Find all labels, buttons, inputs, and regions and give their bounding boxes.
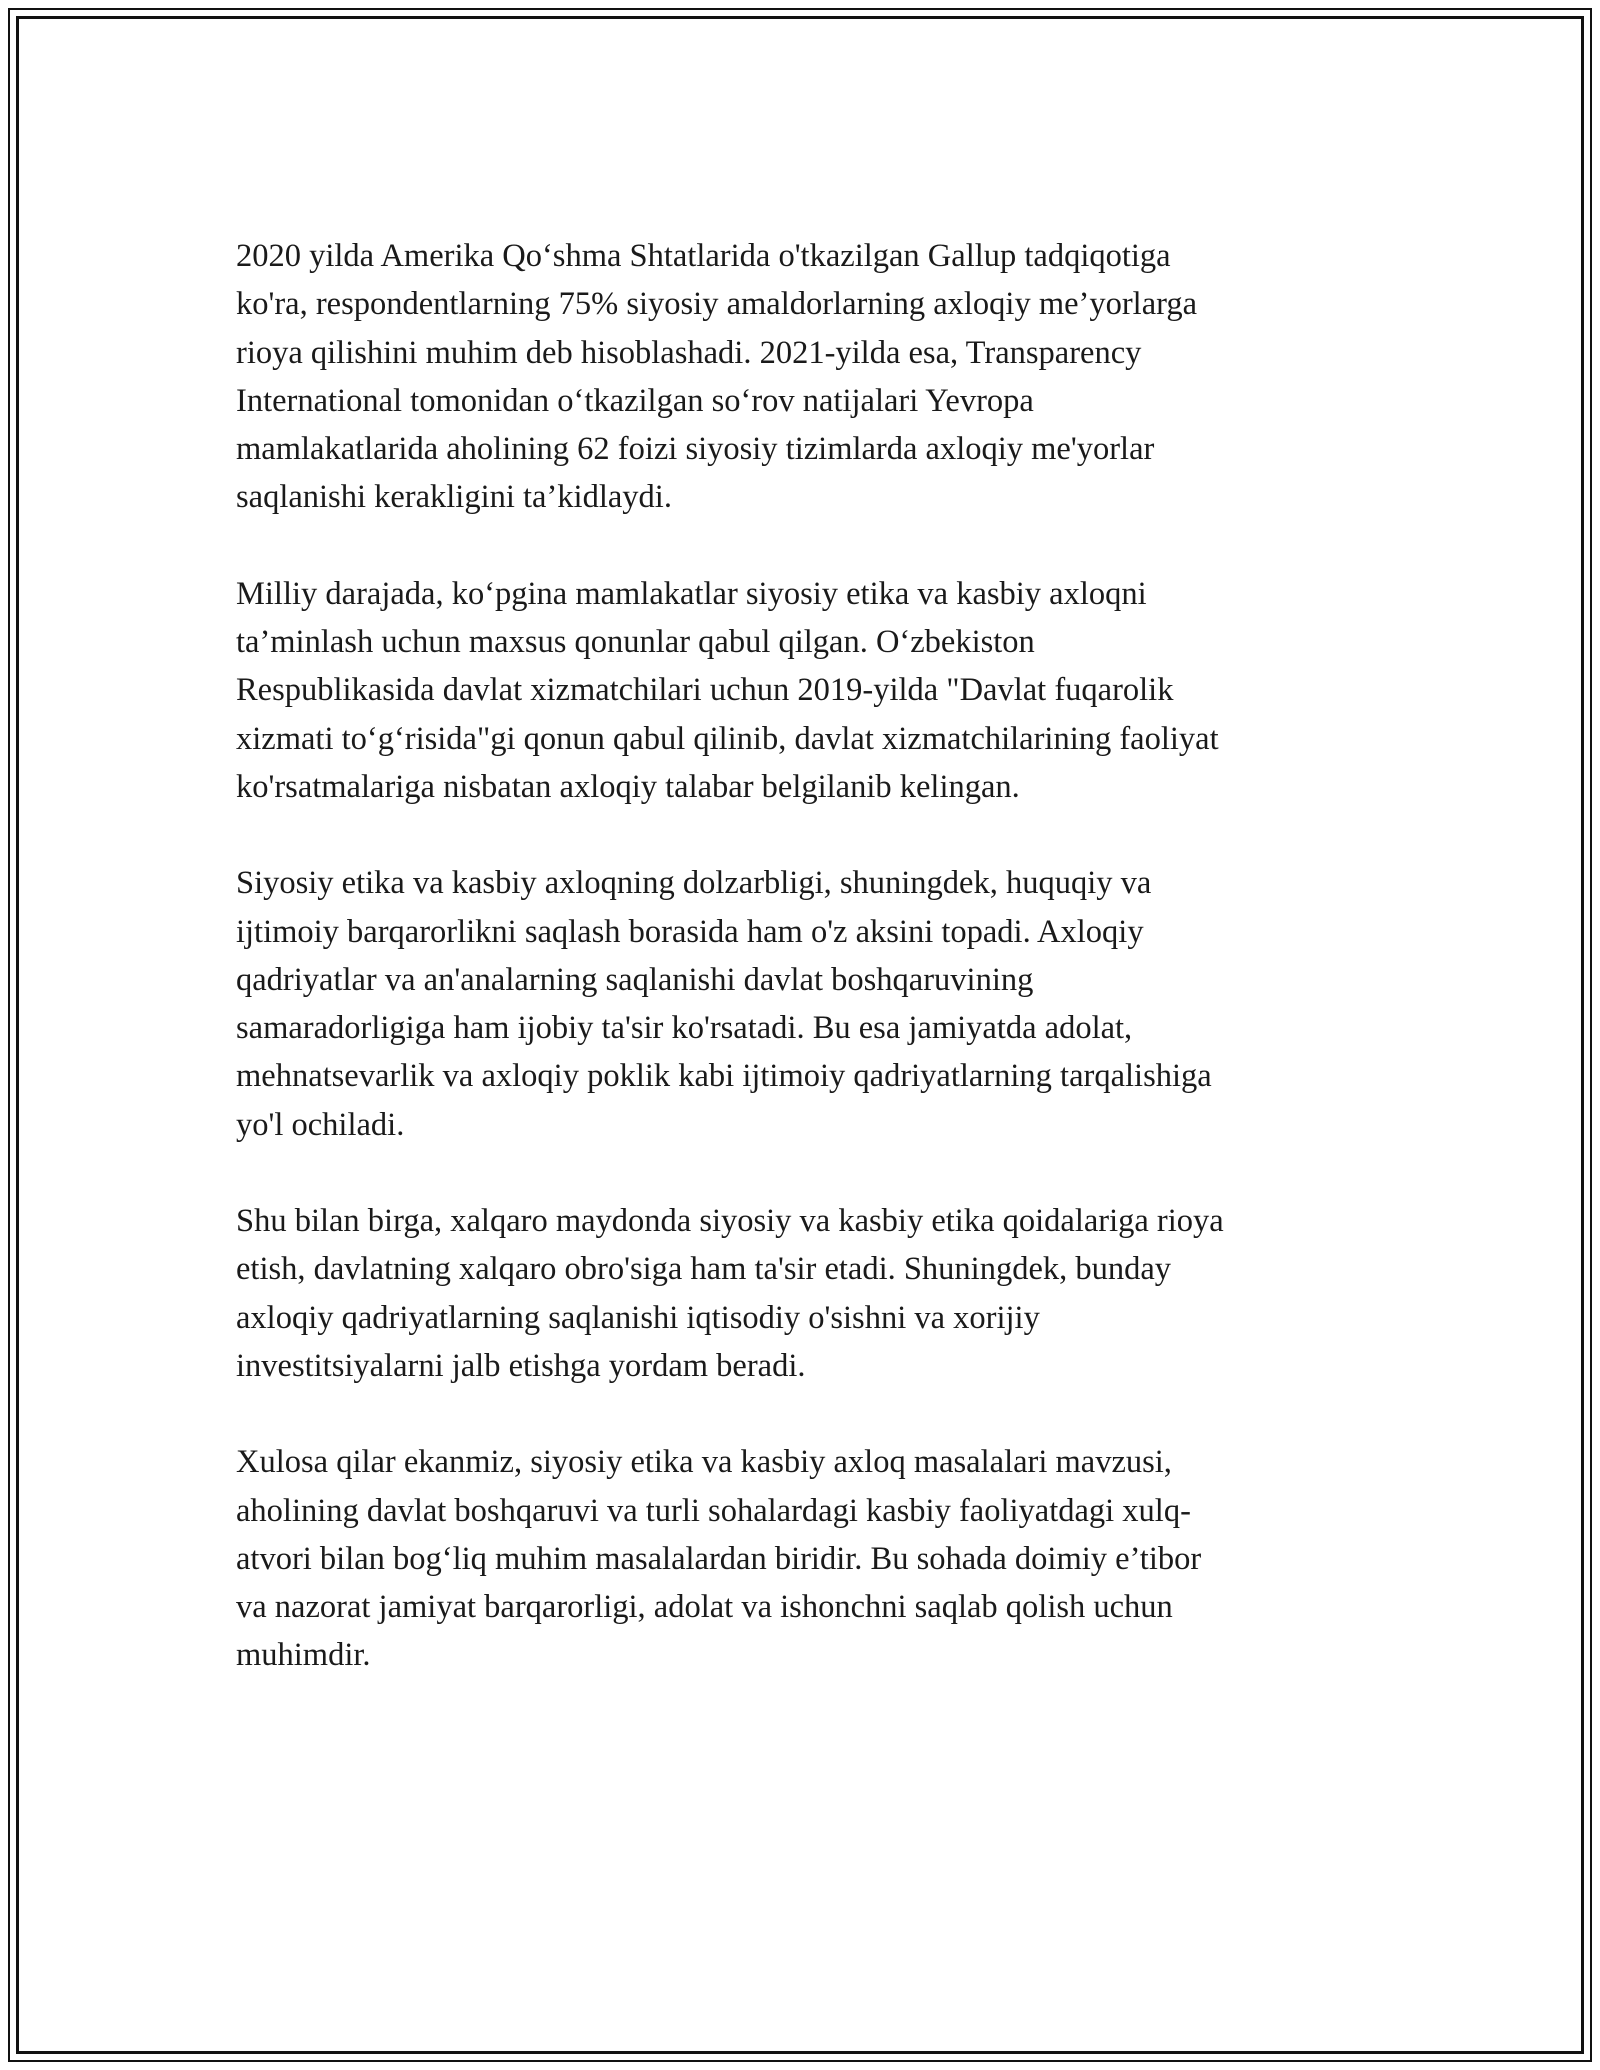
paragraph-national-laws: Milliy darajada, ko‘pgina mamlakatlar siyosiy etika va kasbiy axloqni ta’minlash uchun maxsus qonunlar qabul qilgan. O‘zbekiston Respublikasida davlat xizmatchilari uchun 2019-yilda "Davlat fuqarolik xizmati to‘g‘risida"gi qonun qabul qilinib, davlat xizmatchilarining faoliyat ko'rsatmalariga nisbatan axloqiy talabar belgilanib kelingan. [236,575,1219,805]
paragraph-relevance: Siyosiy etika va kasbiy axloqning dolzarbligi, shuningdek, huquqiy va ijtimoiy barqarorlikni saqlash borasida ham o'z aksini topadi. Axloqiy qadriyatlar va an'analarning saqlanishi davlat boshqaruvining samaradorligiga ham ijobiy ta'sir ko'rsatadi. Bu esa jamiyatda adolat, mehnatsevarlik va axloqiy poklik kabi ijtimoiy qadriyatlarning tarqalishiga yo'l ochiladi. [236,865,1212,1143]
document-body [236,232,1356,1728]
paragraph-gallup-survey: 2020 yilda Amerika Qo‘shma Shtatlarida o'tkazilgan Gallup tadqiqotiga ko'ra, respondentlarning 75% siyosiy amaldorlarning axloqiy me’yorlarga rioya qilishini muhim deb hisoblashadi. 2021-yilda esa, Transparency International tomonidan o‘tkazilgan so‘rov natijalari Yevropa mamlakatlarida aholining 62 foizi siyosiy tizimlarda axloqiy me'yorlar saqlanishi kerakligini ta’kidlaydi. [236,238,1198,516]
paragraph-conclusion: Xulosa qilar ekanmiz, siyosiy etika va kasbiy axloq masalalari mavzusi, aholining davlat boshqaruvi va turli sohalardagi kasbiy faoliyatdagi xulq- atvori bilan bog‘liq muhim masalalardan biridir. Bu sohada doimiy e’tibor va nazorat jamiyat barqarorligi, adolat va ishonchni saqlab qolish uchun muhimdir. [236,1444,1202,1674]
paragraph-international: Shu bilan birga, xalqaro maydonda siyosiy va kasbiy etika qoidalariga rioya etish, davlatning xalqaro obro'siga ham ta'sir etadi. Shuningdek, bunday axloqiy qadriyatlarning saqlanishi iqtisodiy o'sishni va xorijiy investitsiyalarni jalb etishga yordam beradi. [236,1203,1224,1384]
